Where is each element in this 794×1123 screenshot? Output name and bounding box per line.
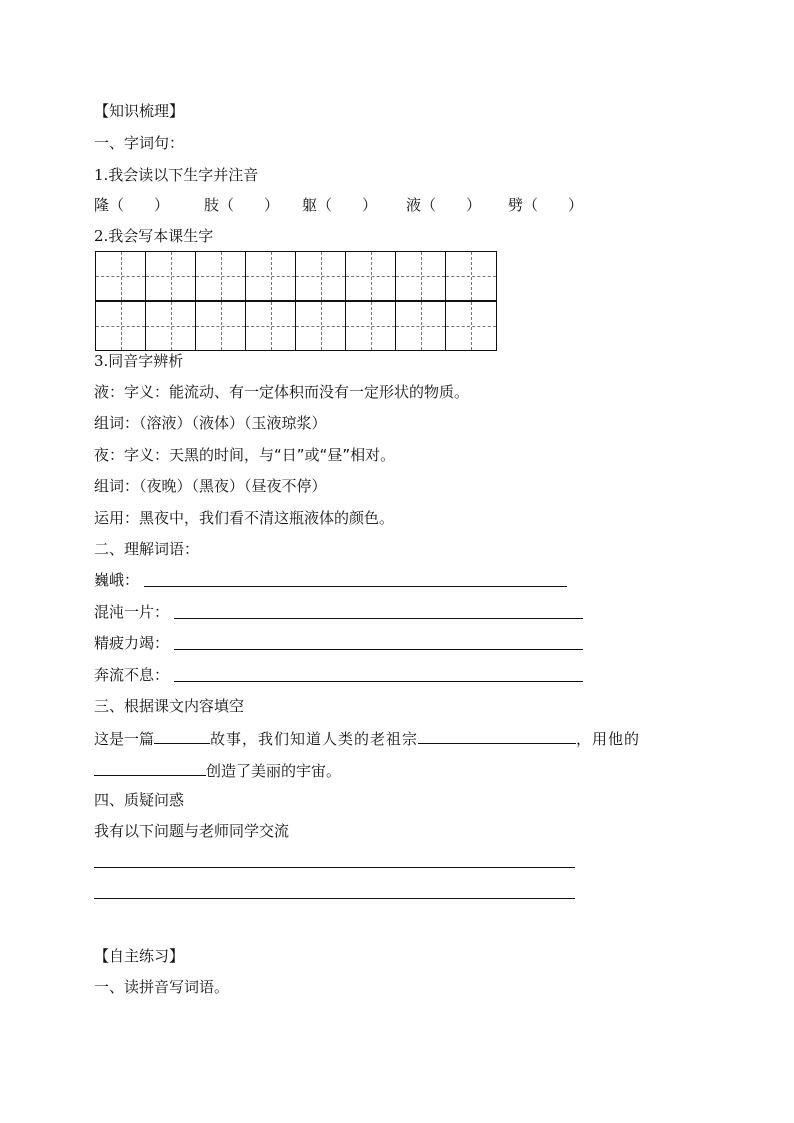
- cell-guide-horizontal: [96, 326, 145, 327]
- fill-text: 这是一篇: [94, 730, 155, 748]
- answer-line[interactable]: [144, 586, 567, 587]
- fill-blank[interactable]: [154, 727, 210, 744]
- cell-guide-horizontal: [246, 276, 295, 277]
- usage-sentence: 运用：黑夜中，我们看不清这瓶液体的颜色。: [94, 509, 395, 527]
- answer-line[interactable]: [174, 681, 583, 682]
- writing-cell[interactable]: [346, 302, 396, 350]
- fill-blank-sentence: [94, 727, 640, 749]
- section-2-title: 二、理解词语：: [94, 540, 200, 558]
- writing-cell[interactable]: [96, 302, 146, 350]
- pinyin-item: 躯（ ）: [302, 196, 378, 214]
- writing-cell[interactable]: [146, 302, 196, 350]
- fill-text: 故事，我们知道人类的老祖宗: [210, 730, 419, 748]
- answer-line[interactable]: [174, 618, 583, 619]
- question-prompt: 我有以下问题与老师同学交流: [94, 822, 290, 840]
- fill-blank[interactable]: [94, 759, 206, 776]
- cell-guide-horizontal: [396, 326, 445, 327]
- cell-guide-horizontal: [196, 276, 245, 277]
- cell-guide-horizontal: [96, 276, 145, 277]
- question-line[interactable]: [94, 898, 575, 899]
- practice-item-1: 一、读拼音写词语。: [94, 978, 230, 996]
- fill-text: 创造了美丽的宇宙。: [206, 762, 342, 780]
- section-4-title: 四、质疑问惑: [94, 791, 185, 809]
- pinyin-item: 肢（ ）: [204, 196, 280, 214]
- subsection-3-title: 3.同音字辨析: [94, 352, 184, 370]
- knowledge-heading: 【知识梳理】: [94, 102, 185, 120]
- cell-guide-horizontal: [446, 326, 496, 327]
- cell-guide-horizontal: [146, 276, 195, 277]
- fill-blank[interactable]: [418, 727, 576, 744]
- writing-cell[interactable]: [346, 252, 396, 300]
- answer-line[interactable]: [174, 649, 583, 650]
- homophone-ye1-words: 组词：（溶液）（液体）（玉液琼浆）: [94, 414, 327, 432]
- writing-grid-row[interactable]: [95, 301, 497, 351]
- pinyin-row: [94, 195, 583, 215]
- term-label: 精疲力竭：: [94, 634, 170, 652]
- section-3-title: 三、根据课文内容填空: [94, 697, 245, 715]
- writing-cell[interactable]: [246, 302, 296, 350]
- writing-cell[interactable]: [196, 302, 246, 350]
- writing-cell[interactable]: [96, 252, 146, 300]
- cell-guide-horizontal: [346, 326, 395, 327]
- cell-guide-horizontal: [246, 326, 295, 327]
- section-1-title: 一、字词句：: [94, 134, 185, 152]
- writing-cell[interactable]: [446, 252, 496, 300]
- pinyin-item: 液（ ）: [406, 196, 482, 214]
- subsection-1-title: 1.我会读以下生字并注音: [94, 166, 259, 184]
- homophone-ye2-meaning: 夜：字义：天黑的时间，与“日”或“昼”相对。: [94, 446, 396, 464]
- term-label: 奔流不息：: [94, 666, 170, 684]
- cell-guide-horizontal: [346, 276, 395, 277]
- writing-cell[interactable]: [396, 252, 446, 300]
- cell-guide-horizontal: [196, 326, 245, 327]
- cell-guide-horizontal: [296, 276, 345, 277]
- practice-heading: 【自主练习】: [94, 947, 185, 965]
- writing-cell[interactable]: [246, 252, 296, 300]
- pinyin-item: 劈（ ）: [508, 196, 584, 214]
- fill-blank-sentence-cont: [94, 759, 341, 781]
- writing-cell[interactable]: [196, 252, 246, 300]
- subsection-2-title: 2.我会写本课生字: [94, 227, 214, 245]
- writing-cell[interactable]: [396, 302, 446, 350]
- term-label: 巍峨：: [94, 571, 140, 589]
- cell-guide-horizontal: [396, 276, 445, 277]
- writing-cell[interactable]: [446, 302, 496, 350]
- question-line[interactable]: [94, 867, 575, 868]
- writing-cell[interactable]: [296, 302, 346, 350]
- fill-text: ，用他的: [576, 730, 641, 748]
- pinyin-item: 隆（ ）: [94, 196, 170, 214]
- cell-guide-horizontal: [146, 326, 195, 327]
- term-label: 混沌一片：: [94, 603, 170, 621]
- writing-grid-row[interactable]: [95, 251, 497, 301]
- homophone-ye1-meaning: 液：字义：能流动、有一定体积而没有一定形状的物质。: [94, 383, 470, 401]
- cell-guide-horizontal: [446, 276, 496, 277]
- writing-cell[interactable]: [296, 252, 346, 300]
- cell-guide-horizontal: [296, 326, 345, 327]
- writing-cell[interactable]: [146, 252, 196, 300]
- homophone-ye2-words: 组词：（夜晚）（黑夜）（昼夜不停）: [94, 477, 327, 495]
